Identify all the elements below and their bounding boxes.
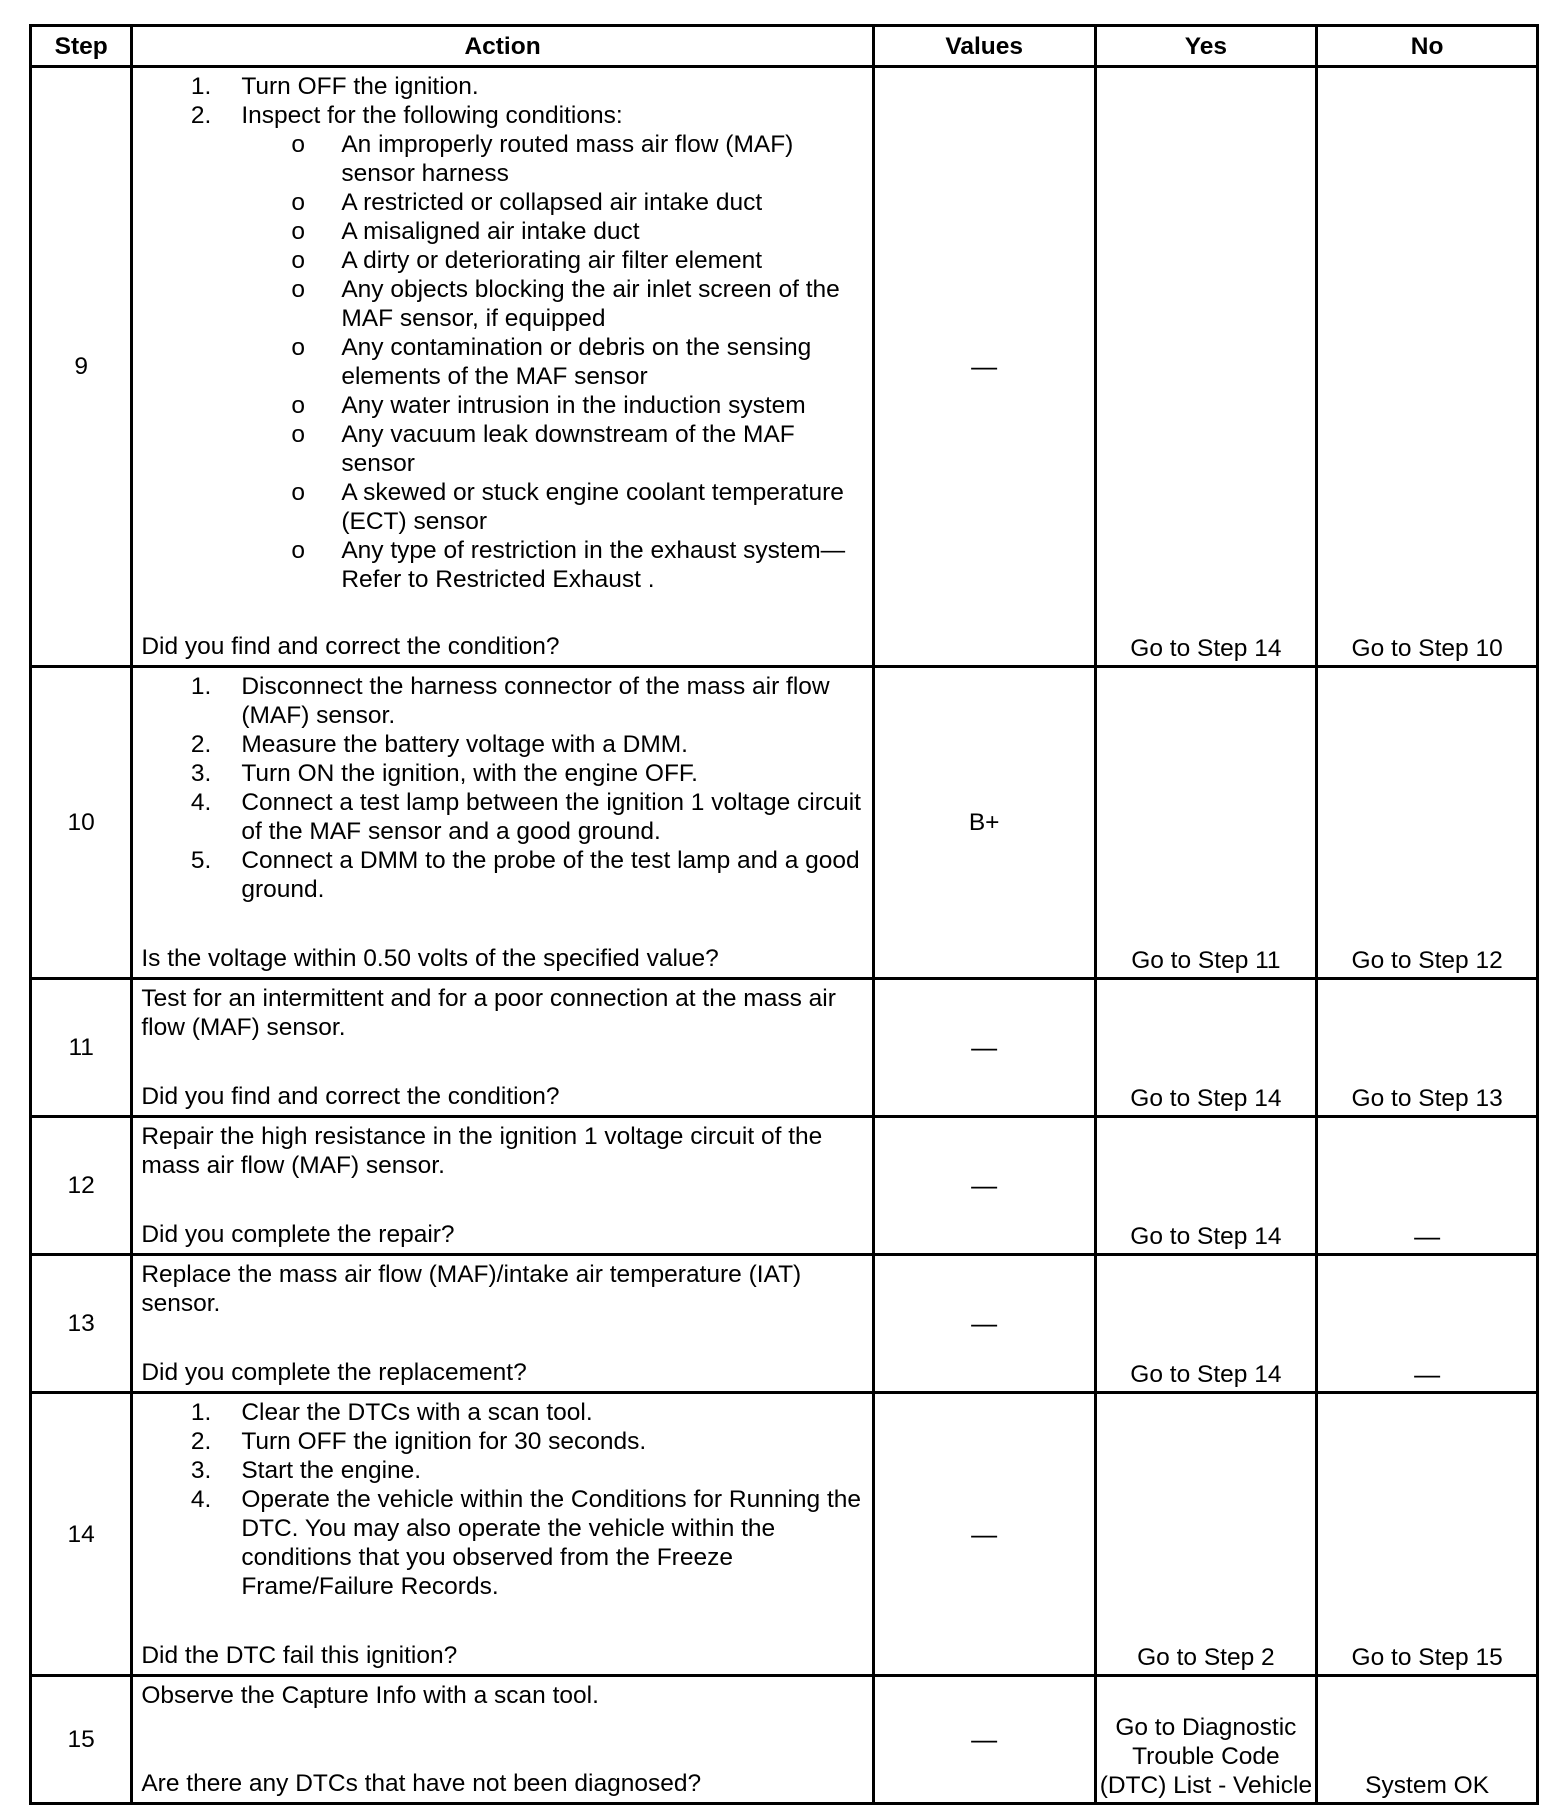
question-text: Did the DTC fail this ignition? [141, 1642, 458, 1669]
value-cell: — [873, 1393, 1095, 1676]
list-item [141, 246, 863, 275]
table-row-step-15 [31, 1676, 1538, 1804]
step-index: 1. [190, 1399, 212, 1426]
table-row-step-11 [31, 979, 1538, 1117]
yes-cell: Go to Step 11 [1095, 667, 1317, 979]
action-cell [132, 1393, 873, 1676]
value-cell: — [873, 67, 1095, 667]
header-row [31, 26, 1538, 67]
action-text: Observe the Capture Info with a scan tool. [141, 1682, 599, 1709]
question-text: Is the voltage within 0.50 volts of the specified value? [141, 945, 719, 972]
condition-text: Any water intrusion in the induction system [341, 392, 806, 419]
table-row-step-12 [31, 1117, 1538, 1255]
step-index: 3. [190, 1457, 212, 1484]
step-number: 14 [31, 1393, 132, 1676]
action-text: Replace the mass air flow (MAF)/intake air temperature (IAT) sensor. [141, 1261, 802, 1317]
value-cell: — [873, 979, 1095, 1117]
list-item [141, 478, 863, 536]
action-cell [132, 667, 873, 979]
diagnostic-table [29, 24, 1539, 1805]
list-item [141, 536, 863, 594]
yes-cell: Go to Step 2 [1095, 1393, 1317, 1676]
step-text: Turn OFF the ignition for 30 seconds. [241, 1428, 647, 1455]
bullet-icon: o [291, 218, 305, 245]
no-cell: Go to Step 10 [1317, 67, 1538, 667]
bullet-icon: o [291, 276, 305, 303]
question-text: Did you complete the repair? [141, 1221, 455, 1248]
list-item [141, 391, 863, 420]
step-text: Operate the vehicle within the Conditions for Running the DTC. You may also operate the vehicle within the conditions that you observed from the Freeze Frame/Failure Records. [241, 1486, 862, 1600]
list-item [141, 333, 863, 391]
step-index: 4. [190, 1486, 212, 1513]
step-number: 12 [31, 1117, 132, 1255]
condition-text: Any objects blocking the air inlet screen of the MAF sensor, if equipped [341, 276, 840, 332]
step-number: 13 [31, 1255, 132, 1393]
list-item [141, 72, 863, 101]
action-cell [132, 1117, 873, 1255]
list-item [141, 672, 863, 730]
condition-text: A dirty or deteriorating air filter element [341, 247, 763, 274]
header-no: No [1317, 26, 1538, 67]
action-cell [132, 1255, 873, 1393]
header-values: Values [873, 26, 1095, 67]
table-row-step-14 [31, 1393, 1538, 1676]
list-item [141, 1485, 863, 1601]
list-item [141, 846, 863, 904]
numbered-steps [141, 72, 863, 594]
value-cell: — [873, 1676, 1095, 1804]
no-cell: Go to Step 13 [1317, 979, 1538, 1117]
list-item [141, 188, 863, 217]
step-index: 4. [190, 789, 212, 816]
step-text: Disconnect the harness connector of the mass air flow (MAF) sensor. [241, 673, 830, 729]
list-item [141, 1456, 863, 1485]
list-item [141, 788, 863, 846]
no-cell: — [1317, 1255, 1538, 1393]
step-text: Clear the DTCs with a scan tool. [241, 1399, 593, 1426]
list-item [141, 101, 863, 594]
question-text: Did you find and correct the condition? [141, 633, 560, 660]
list-item [141, 1427, 863, 1456]
yes-cell: Go to Step 14 [1095, 67, 1317, 667]
step-text: Start the engine. [241, 1457, 422, 1484]
bullet-icon: o [291, 392, 305, 419]
step-index: 1. [190, 673, 212, 700]
step-index: 1. [190, 73, 212, 100]
yes-cell: Go to Step 14 [1095, 1255, 1317, 1393]
list-item [141, 275, 863, 333]
step-text: Turn OFF the ignition. [241, 73, 479, 100]
value-cell: — [873, 1255, 1095, 1393]
list-item [141, 1398, 863, 1427]
step-number: 11 [31, 979, 132, 1117]
no-cell: System OK [1317, 1676, 1538, 1804]
list-item [141, 420, 863, 478]
value-cell: B+ [873, 667, 1095, 979]
bullet-icon: o [291, 131, 305, 158]
condition-text: An improperly routed mass air flow (MAF) sensor harness [341, 131, 794, 187]
value-cell: — [873, 1117, 1095, 1255]
header-yes: Yes [1095, 26, 1317, 67]
step-text: Connect a DMM to the probe of the test lamp and a good ground. [241, 847, 860, 903]
no-cell: Go to Step 12 [1317, 667, 1538, 979]
bullet-icon: o [291, 537, 305, 564]
yes-cell: Go to Step 14 [1095, 1117, 1317, 1255]
bullet-icon: o [291, 479, 305, 506]
step-index: 5. [190, 847, 212, 874]
question-text: Did you find and correct the condition? [141, 1083, 560, 1110]
numbered-steps [141, 672, 863, 904]
bullet-icon: o [291, 189, 305, 216]
header-step: Step [31, 26, 132, 67]
bullet-icon: o [291, 334, 305, 361]
table-row-step-13 [31, 1255, 1538, 1393]
yes-cell: Go to Step 14 [1095, 979, 1317, 1117]
bullet-icon: o [291, 247, 305, 274]
condition-text: Any vacuum leak downstream of the MAF sensor [341, 421, 795, 477]
action-cell [132, 67, 873, 667]
condition-text: Any type of restriction in the exhaust system—Refer to Restricted Exhaust . [341, 537, 846, 593]
question-text: Did you complete the replacement? [141, 1359, 527, 1386]
action-cell [132, 979, 873, 1117]
step-index: 2. [190, 731, 212, 758]
list-item [141, 730, 863, 759]
table-row-step-10 [31, 667, 1538, 979]
condition-text: A misaligned air intake duct [341, 218, 640, 245]
step-index: 3. [190, 760, 212, 787]
step-number: 15 [31, 1676, 132, 1804]
list-item [141, 217, 863, 246]
question-text: Are there any DTCs that have not been diagnosed? [141, 1770, 702, 1797]
condition-text: A skewed or stuck engine coolant temperature (ECT) sensor [341, 479, 844, 535]
no-cell: — [1317, 1117, 1538, 1255]
step-index: 2. [190, 102, 212, 129]
numbered-steps [141, 1398, 863, 1601]
list-item [141, 130, 863, 188]
action-text: Test for an intermittent and for a poor connection at the mass air flow (MAF) sensor. [141, 985, 836, 1041]
step-text: Turn ON the ignition, with the engine OFF. [241, 760, 698, 787]
no-cell: Go to Step 15 [1317, 1393, 1538, 1676]
yes-cell: Go to Diagnostic Trouble Code (DTC) List - Vehicle [1095, 1676, 1317, 1804]
step-text: Measure the battery voltage with a DMM. [241, 731, 688, 758]
condition-text: A restricted or collapsed air intake duct [341, 189, 763, 216]
list-item [141, 759, 863, 788]
table-row-step-9 [31, 67, 1538, 667]
step-number: 10 [31, 667, 132, 979]
action-cell [132, 1676, 873, 1804]
action-text: Repair the high resistance in the ignition 1 voltage circuit of the mass air flow (MAF) sensor. [141, 1123, 823, 1179]
condition-list [141, 130, 863, 594]
step-number: 9 [31, 67, 132, 667]
header-action: Action [132, 26, 873, 67]
step-text: Connect a test lamp between the ignition 1 voltage circuit of the MAF sensor and a good ground. [241, 789, 861, 845]
step-text: Inspect for the following conditions: [241, 102, 623, 129]
step-index: 2. [190, 1428, 212, 1455]
condition-text: Any contamination or debris on the sensing elements of the MAF sensor [341, 334, 812, 390]
bullet-icon: o [291, 421, 305, 448]
